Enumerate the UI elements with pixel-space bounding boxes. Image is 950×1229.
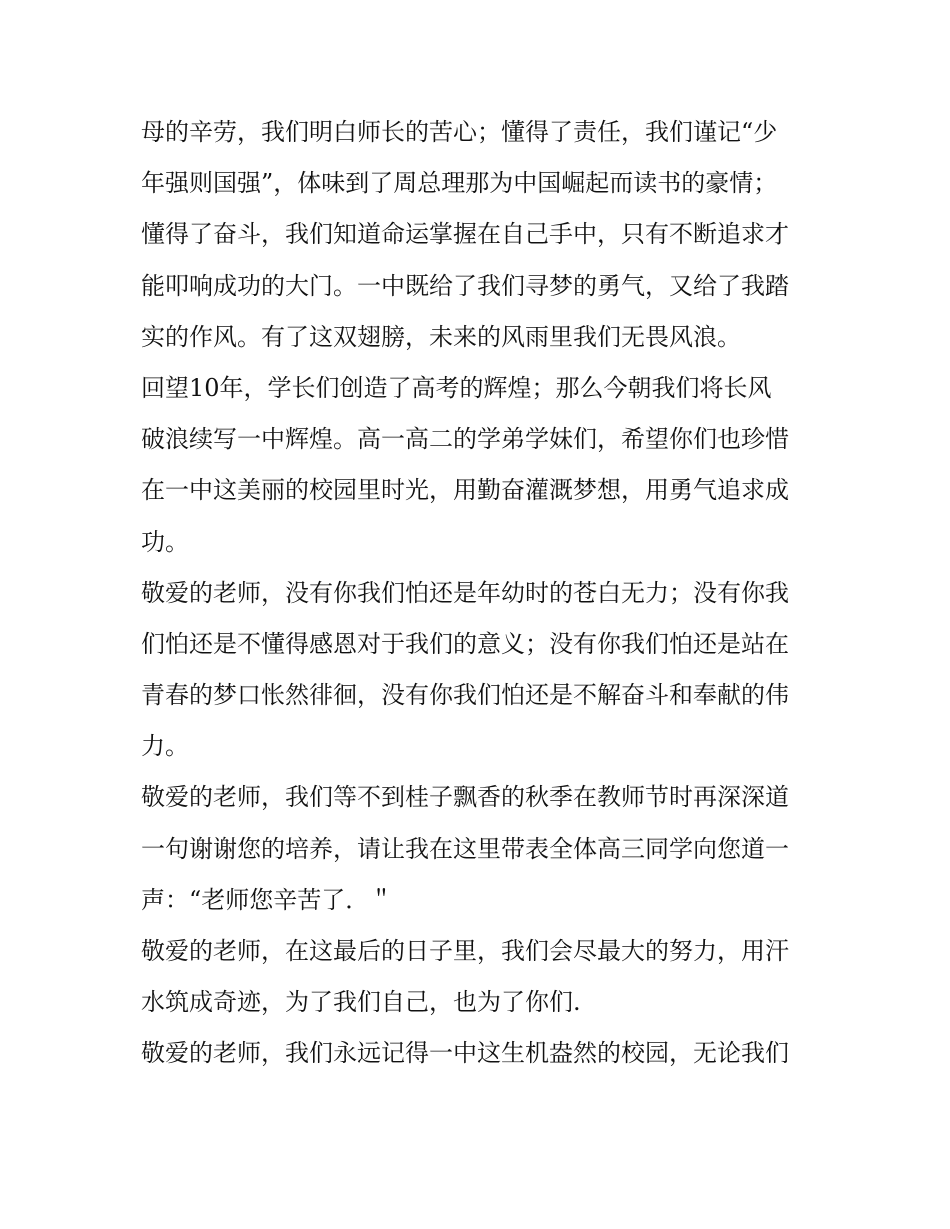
text-line: 青春的梦口怅然徘徊，没有你我们怕还是不解奋斗和奉献的伟	[141, 681, 789, 710]
text-line: 一句谢谢您的培养，请让我在这里带表全体高三同学向您道一	[141, 834, 789, 863]
text-line: 母的辛劳，我们明白师长的苦心；懂得了责任，我们谨记“少	[141, 118, 778, 146]
text-line: 实的作风。有了这双翅膀，未来的风雨里我们无畏风浪。	[141, 322, 741, 351]
text-line: 懂得了奋斗，我们知道命运掌握在自己手中，只有不断追求才	[141, 220, 789, 249]
text-line: 敬爱的老师，我们永远记得一中这生机盎然的校园，无论我们	[141, 1039, 789, 1068]
text-line: 敬爱的老师，在这最后的日子里，我们会尽最大的努力，用汗	[141, 937, 789, 965]
body-text	[141, 107, 813, 1080]
text-line: 声：“老师您辛苦了．＂	[141, 885, 394, 914]
text-line: 破浪续写一中辉煌。高一高二的学弟学妹们，希望你们也珍惜	[141, 425, 789, 454]
text-line: 回望10年，学长们创造了高考的辉煌；那么今朝我们将长风	[141, 373, 772, 402]
text-line: 功。	[141, 527, 189, 556]
text-line: 力。	[141, 732, 189, 761]
text-line: 敬爱的老师，我们等不到桂子飘香的秋季在教师节时再深深道	[141, 783, 789, 812]
text-line: 敬爱的老师，没有你我们怕还是年幼时的苍白无力；没有你我	[141, 578, 789, 607]
text-line: 水筑成奇迹，为了我们自己，也为了你们.	[141, 988, 581, 1017]
text-line: 在一中这美丽的校园里时光，用勤奋灌溉梦想，用勇气追求成	[141, 476, 789, 505]
text-line: 们怕还是不懂得感恩对于我们的意义；没有你我们怕还是站在	[141, 629, 789, 658]
text-line: 能叩响成功的大门。一中既给了我们寻梦的勇气，又给了我踏	[141, 271, 789, 300]
text-line: 年强则国强”，体味到了周总理那为中国崛起而读书的豪情；	[141, 169, 778, 198]
